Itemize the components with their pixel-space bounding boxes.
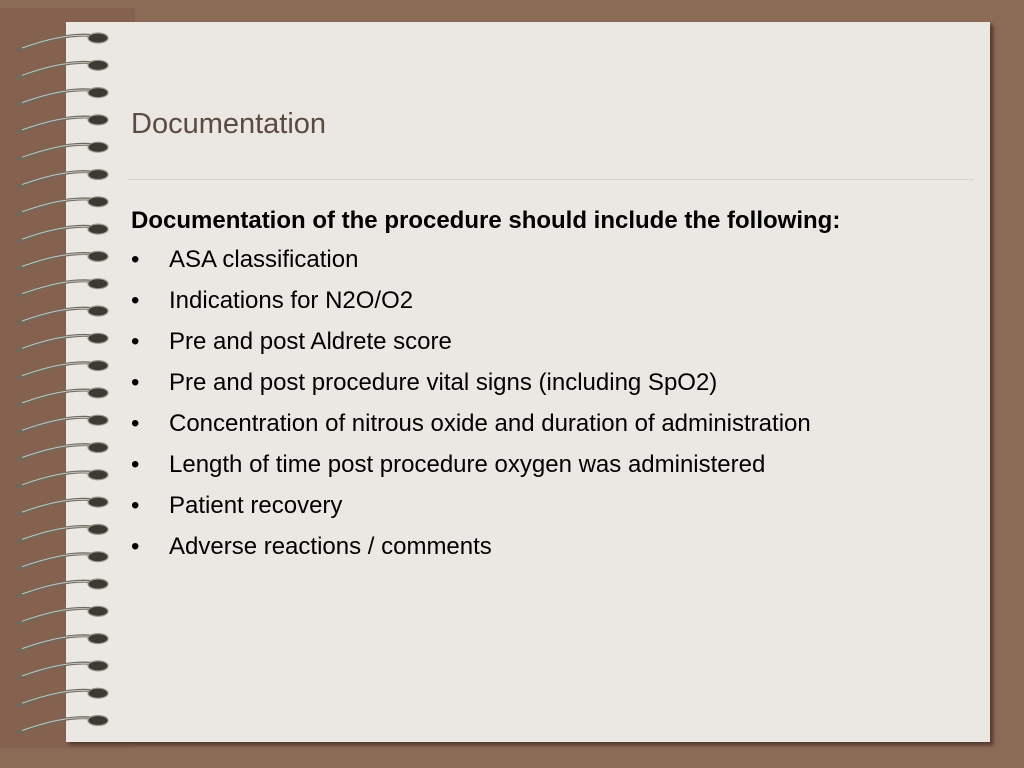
list-item <box>131 406 951 447</box>
list-item <box>131 283 951 324</box>
list-item <box>131 447 951 488</box>
list-item-text: Concentration of nitrous oxide and duration of administration <box>169 410 811 437</box>
spiral-ring <box>18 197 108 214</box>
bullet-icon: • <box>131 492 140 519</box>
spiral-ring <box>18 224 108 241</box>
slide-body <box>131 203 951 570</box>
spiral-ring <box>18 661 108 678</box>
slide-title: Documentation <box>131 108 327 140</box>
spiral-ring <box>18 634 108 651</box>
spiral-binding-icon <box>0 24 130 744</box>
spiral-ring <box>18 470 108 487</box>
list-item <box>131 365 951 406</box>
bullet-icon: • <box>131 451 140 478</box>
bullet-icon: • <box>131 410 140 437</box>
spiral-ring <box>18 688 108 705</box>
list-item <box>131 242 951 283</box>
spiral-ring <box>18 524 108 541</box>
spiral-ring <box>18 306 108 323</box>
list-item <box>131 488 951 529</box>
spiral-ring <box>18 497 108 514</box>
spiral-ring <box>18 443 108 460</box>
bullet-list <box>131 242 951 570</box>
spiral-ring <box>18 388 108 405</box>
title-divider <box>128 179 974 180</box>
spiral-ring <box>18 361 108 378</box>
spiral-ring <box>18 170 108 187</box>
bullet-icon: • <box>131 533 140 560</box>
list-item-text: Patient recovery <box>169 492 343 519</box>
spiral-ring <box>18 115 108 132</box>
spiral-ring <box>18 279 108 296</box>
spiral-ring <box>18 579 108 596</box>
list-item-text: ASA classification <box>169 246 359 273</box>
spiral-ring <box>18 415 108 432</box>
list-item-text: Adverse reactions / comments <box>169 533 492 560</box>
spiral-ring <box>18 33 108 50</box>
intro-text: Documentation of the procedure should include the following: <box>131 207 841 234</box>
list-item-text: Indications for N2O/O2 <box>169 287 414 314</box>
list-item-text: Length of time post procedure oxygen was administered <box>169 451 766 478</box>
spiral-ring <box>18 88 108 105</box>
spiral-ring <box>18 60 108 77</box>
bullet-icon: • <box>131 287 140 314</box>
list-item <box>131 529 951 570</box>
list-item-text: Pre and post procedure vital signs (including SpO2) <box>169 369 718 396</box>
list-item <box>131 324 951 365</box>
spiral-ring <box>18 606 108 623</box>
bullet-icon: • <box>131 328 140 355</box>
list-item-text: Pre and post Aldrete score <box>169 328 452 355</box>
spiral-ring <box>18 716 108 733</box>
spiral-ring <box>18 552 108 569</box>
spiral-ring <box>18 251 108 268</box>
bullet-icon: • <box>131 246 140 273</box>
spiral-ring <box>18 142 108 159</box>
spiral-ring <box>18 333 108 350</box>
bullet-icon: • <box>131 369 140 396</box>
